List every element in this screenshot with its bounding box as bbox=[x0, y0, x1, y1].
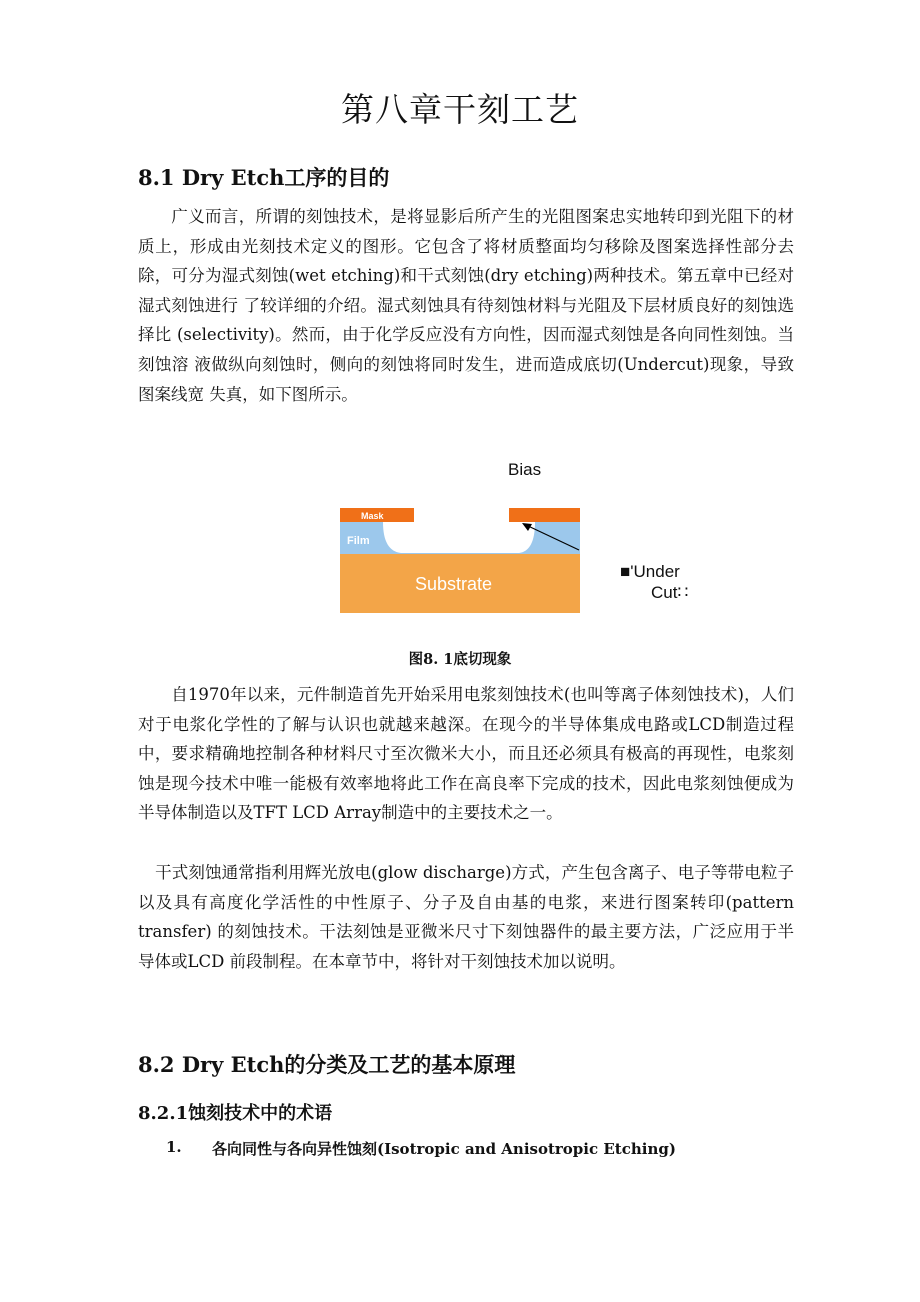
substrate-label: Substrate bbox=[415, 574, 493, 594]
paragraph-plasma-history bbox=[138, 680, 794, 828]
undercut-label bbox=[620, 561, 688, 603]
paragraph-intro bbox=[138, 202, 794, 409]
section-heading-8-2: 8.2 Dry Etch的分类及工艺的基本原理 bbox=[138, 1052, 516, 1077]
list-item-number: 1. bbox=[166, 1138, 182, 1156]
figure-caption: 图8. 1底切现象 bbox=[408, 651, 512, 668]
etched-cavity bbox=[383, 522, 535, 553]
mask-label: Mask bbox=[361, 511, 384, 521]
undercut-label-line1: ■'Under bbox=[620, 562, 680, 581]
chapter-title: 第八章干刻工艺 bbox=[341, 90, 579, 129]
film-label: Film bbox=[347, 535, 370, 547]
paragraph-intro-text: 广义而言，所谓的刻蚀技术，是将显影后所产生的光阻图案忠实地转印到光阻下的材质上，形成由光刻技术定义的图形。它包含了将材质整面均匀移除及图案选择性部分去除，可分为湿式刻蚀(wet etching)和干式刻蚀(dry etching)两种技术。第五章中已经对湿式刻蚀进行 了较详细的介绍。湿式刻蚀具有待刻蚀材料与光阻及下层材质良好的刻蚀选择比 (selectivity)。然而，由于化学反应没有方向性，因而湿式刻蚀是各向同性刻蚀。当刻蚀溶 液做纵向刻蚀时，侧向的刻蚀将同时发生，进而造成底切(Undercut)现象，导致图案线宽 失真，如下图所示。 bbox=[138, 207, 794, 404]
paragraph-dry-etch bbox=[138, 858, 794, 976]
paragraph-plasma-history-text: 自1970年以来，元件制造首先开始采用电浆刻蚀技术(也叫等离子体刻蚀技术)，人们 对于电浆化学性的了解与认识也就越来越深。在现今的半导体集成电路或LCD制造过程中，要求精确地控制各种材料尺寸至次微米大小，而且还必须具有极高的再现性，电浆刻蚀是现今技术中唯一能极有效率地将此工作在高良率下完成的技术，因此电浆刻蚀便成为半导体制造以及TFT LCD Array制造中的主要技术之一。 bbox=[138, 685, 794, 823]
undercut-label-line2: Cut∷ bbox=[651, 583, 689, 602]
paragraph-dry-etch-text: 干式刻蚀通常指利用辉光放电(glow discharge)方式，产生包含离子、电子等带电粒子 以及具有高度化学活性的中性原子、分子及自由基的电浆，来进行图案转印(pattern transfer) 的刻蚀技术。干法刻蚀是亚微米尺寸下刻蚀器件的最主要方法，广泛应用于半导体或LCD 前段制程。在本章节中，将针对干刻蚀技术加以说明。 bbox=[138, 863, 794, 971]
mask-right bbox=[509, 508, 580, 522]
section-heading-8-1: 8.1 Dry Etch工序的目的 bbox=[138, 165, 390, 190]
section-heading-8-2-1: 8.2.1蚀刻技术中的术语 bbox=[138, 1103, 333, 1124]
list-item-text: 各向同性与各向异性蚀刻(Isotropic and Anisotropic Etching) bbox=[212, 1140, 676, 1158]
bias-label: Bias bbox=[508, 460, 542, 479]
